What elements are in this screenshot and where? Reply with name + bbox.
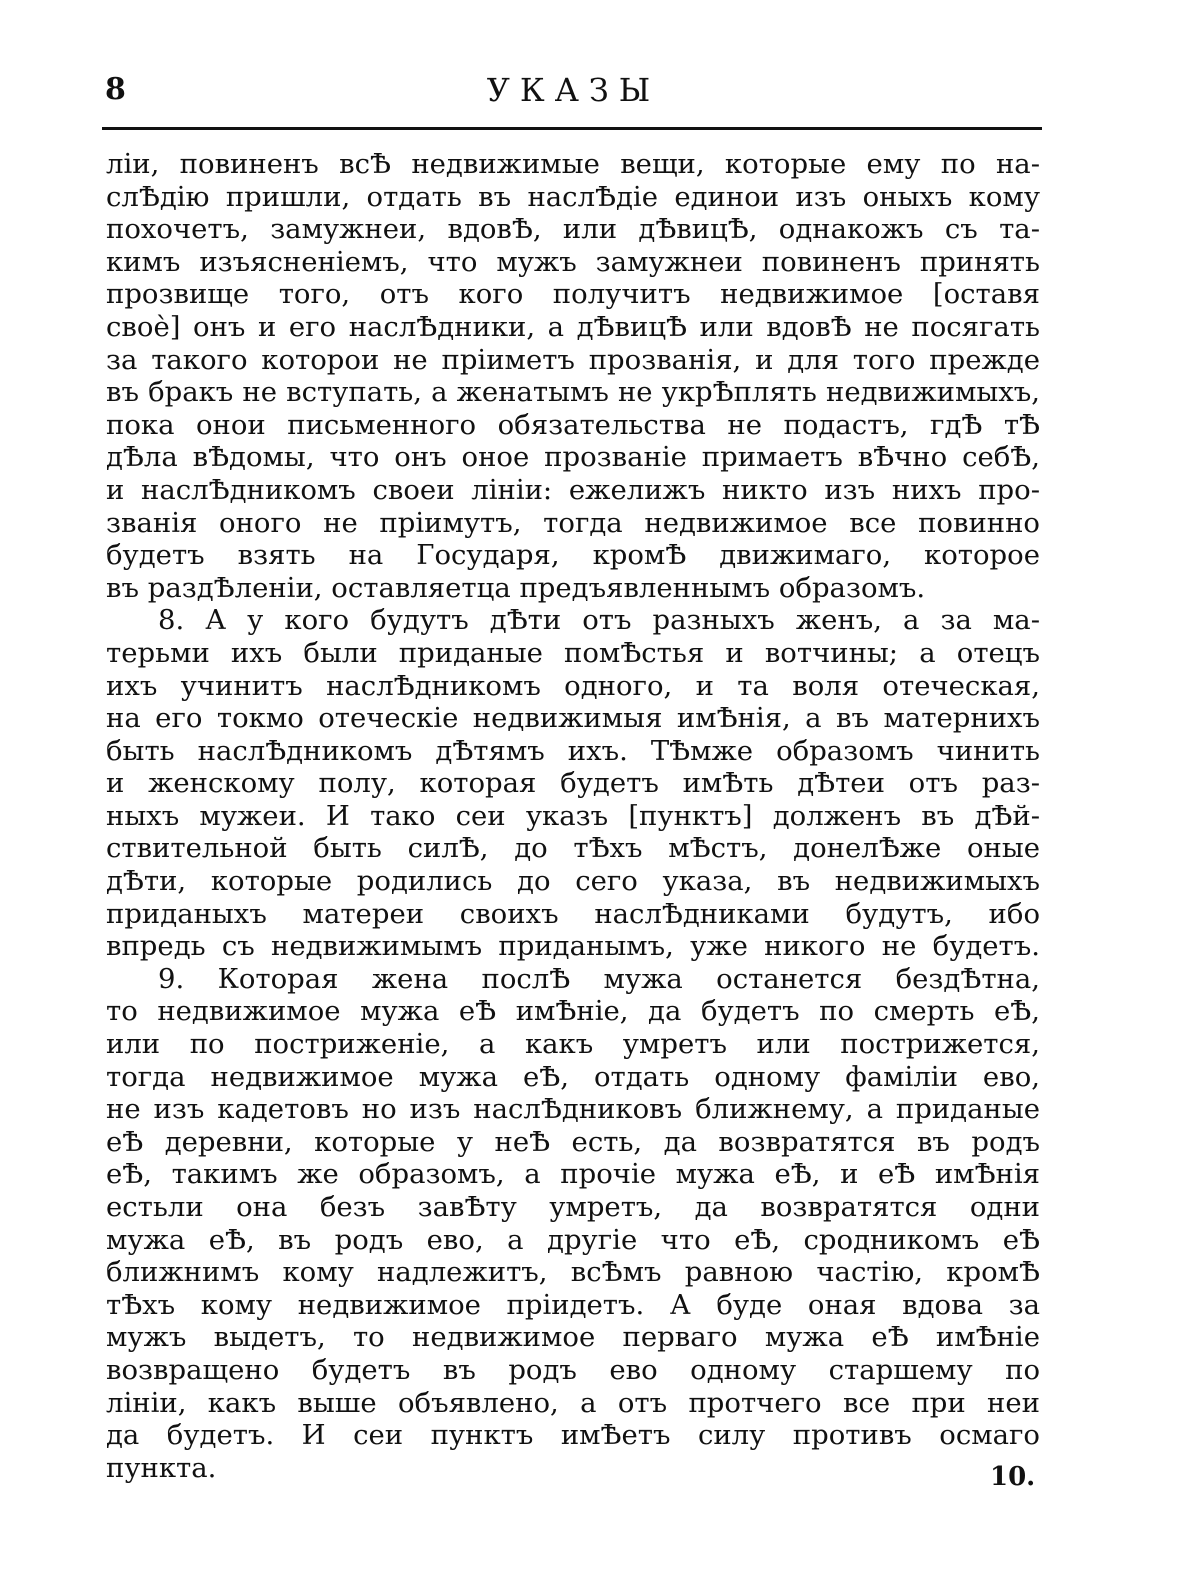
text-line: приданыхъ матереи своихъ наслѢдниками будутъ, ибо [106,897,1040,930]
page-header [105,70,1042,130]
text-line: тогда недвижимое мужа еѢ, отдать одному фамiлiи ево, [106,1060,1040,1093]
text-line: пункта. [106,1451,217,1484]
text-line: на его токмо отеческiе недвижимыя имѢнiя, а въ матерниxъ [106,702,1040,735]
text-line: въ раздѢленiи, оставляетца предъявленнымъ образомъ. [106,571,926,604]
text-line: да будетъ. И сеи пунктъ имѢетъ силу противъ осмаго [106,1419,1040,1452]
catchword: 10. [990,1462,1036,1492]
text-line: впредь съ недвижимымъ приданымъ, уже никого не будетъ. [106,930,1040,963]
text-line: слѢдiю пришли, отдать въ наслѢдiе единои изъ оныхъ кому [106,180,1040,213]
text-line: ихъ учинитъ наслѢдникомъ одного, и та воля отеческая, [106,669,1040,702]
body-text [106,148,1040,1484]
text-line: еѢ деревни, которые у неѢ есть, да возвратятся въ родъ [106,1125,1040,1158]
text-line: то недвижимое мужа еѢ имѢнiе, да будетъ по смерть еѢ, [106,995,1040,1028]
text-line: пока онои письменного обязательства не подастъ, гдѢ тѢ [106,408,1040,441]
text-line: не изъ кадетовъ но изъ наслѢдниковъ ближнему, а приданые [106,1093,1040,1126]
text-line: похочетъ, замужнеи, вдовѢ, или дѢвицѢ, однакожъ съ та- [106,213,1040,246]
text-line: мужъ выдетъ, то недвижимое перваго мужа еѢ имѢнiе [106,1321,1040,1354]
text-line: или по постриженiе, а какъ умретъ или пострижется, [106,1028,1040,1061]
text-line: тѢхъ кому недвижимое прiидетъ. А буде оная вдова за [106,1288,1040,1321]
text-line: прозвище того, отъ кого получитъ недвижимое [оставя [106,278,1040,311]
text-line: 8. А у кого будутъ дѢти отъ разныхъ женъ, а за ма- [158,604,1040,637]
text-line: ствительной быть силѢ, до тѢхъ мѢстъ, донелѢже оные [106,832,1040,865]
text-line: званiя оного не прiимутъ, тогда недвижимое все повинно [106,506,1040,539]
text-line: мужа еѢ, въ родъ ево, а другiе что еѢ, сродникомъ еѢ [106,1223,1040,1256]
text-line: за такого которои не прiиметъ прозванiя, и для того прежде [106,343,1040,376]
text-line: терьми ихъ были приданые помѢстья и вотчины; а отецъ [106,636,1040,669]
text-line: 9. Которая жена послѢ мужа останется бездѢтна, [158,962,1040,995]
text-line: быть наслѢдникомъ дѢтямъ ихъ. ТѢмже образомъ чинить [106,734,1040,767]
running-head: УКАЗЫ [486,71,661,109]
text-line: лiи, повиненъ всѢ недвижимые вещи, которые ему по на- [106,148,1040,180]
text-line: кимъ изъясненiемъ, что мужъ замужнеи повиненъ принять [106,245,1040,278]
text-line: еѢ, такимъ же образомъ, а прочiе мужа еѢ, и еѢ имѢнiя [106,1158,1040,1191]
text-line: ближнимъ кому надлежитъ, всѢмъ равною частiю, кромѢ [106,1256,1040,1289]
text-line: и женскому полу, которая будетъ имѢть дѢтеи отъ раз- [106,767,1040,800]
page-number: 8 [105,72,126,107]
text-line: будетъ взять на Государя, кромѢ движимаго, которое [106,539,1040,572]
text-line: и наслѢдникомъ своеи лiнiи: ежелижъ никто изъ нихъ про- [106,473,1040,506]
text-line: лiнiи, какъ выше объявлено, а отъ протчего все при неи [106,1386,1040,1419]
header-rule [102,127,1042,130]
text-line: ныхъ мужеи. И тако сеи указъ [пунктъ] долженъ въ дѢй- [106,799,1040,832]
text-line: своѐ] онъ и его наслѢдники, а дѢвицѢ или вдовѢ не посягать [106,310,1040,343]
text-line: возвращено будетъ въ родъ ево одному старшему по [106,1353,1040,1386]
text-line: дѢти, которые родились до сего указа, въ недвижимыхъ [106,865,1040,898]
text-line: дѢла вѢдомы, что онъ оное прозванiе примаетъ вѢчно себѢ, [106,441,1040,474]
text-line: въ бракъ не вступать, а женатымъ не укрѢплять недвижимыхъ, [106,376,1040,409]
text-line: естьли она безъ завѢту умретъ, да возвратятся одни [106,1191,1040,1223]
